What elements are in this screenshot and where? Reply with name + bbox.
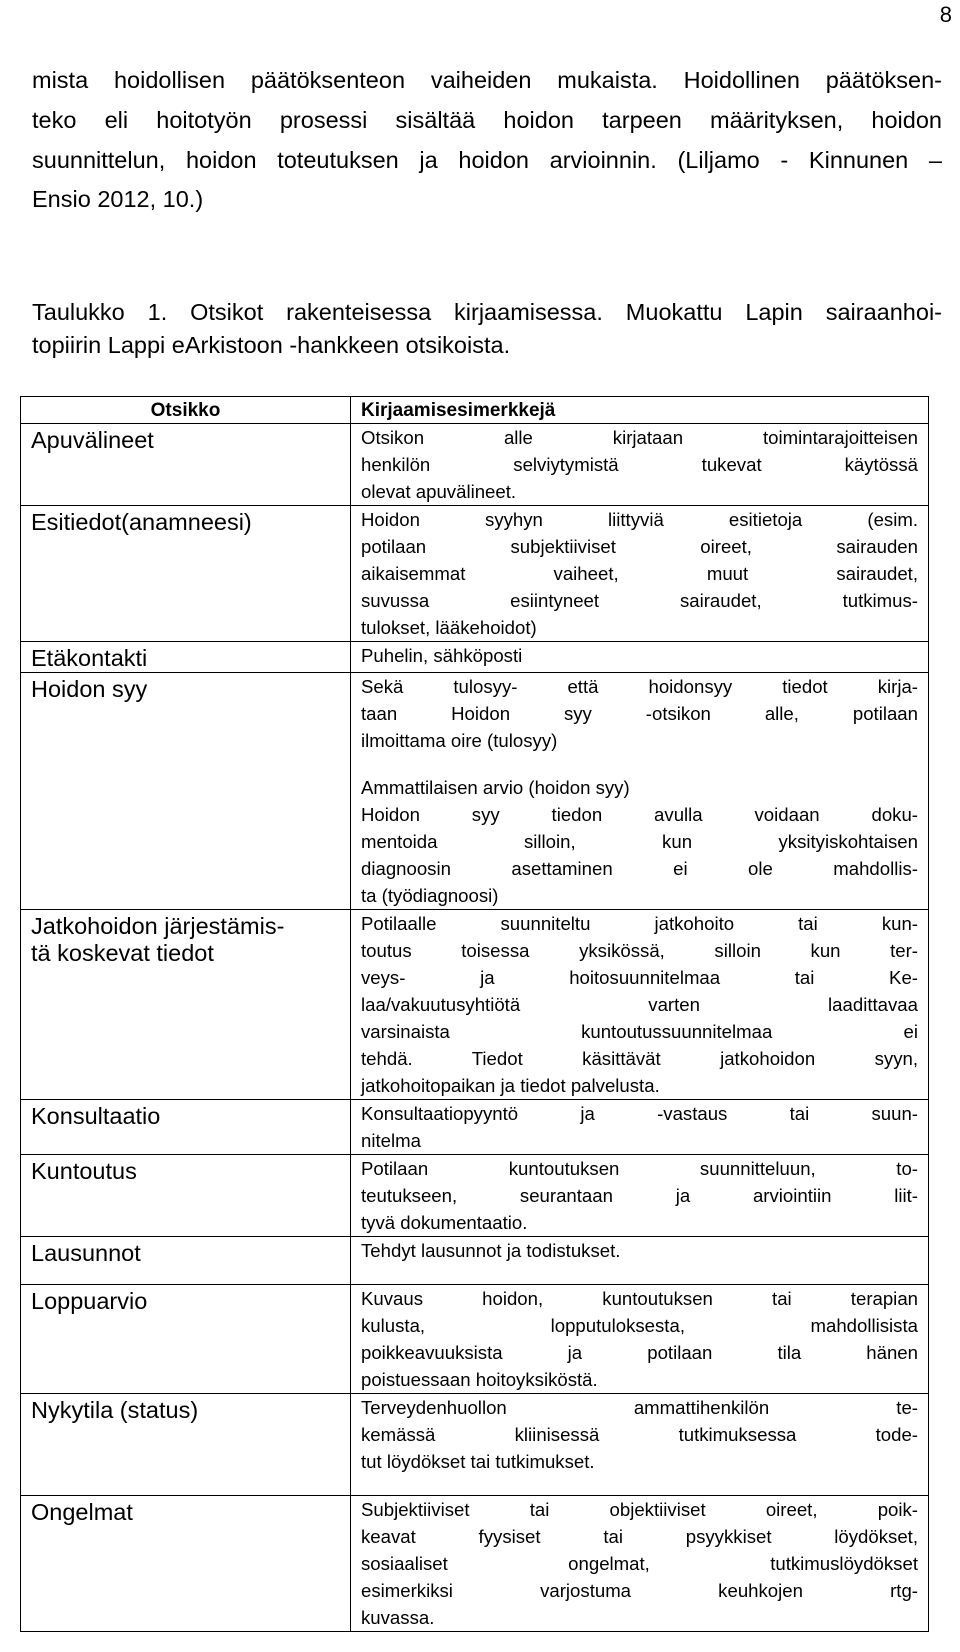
- example-line: taan Hoidon syy -otsikon alle, potilaan: [361, 703, 918, 724]
- example-line: poikkeavuuksista ja potilaan tila hänen: [361, 1342, 918, 1363]
- example-cell: [351, 1496, 929, 1632]
- table-row: [21, 673, 929, 910]
- paragraph-line: teko eli hoitotyön prosessi sisältää hoidon tarpeen määrityksen, hoidon: [32, 106, 942, 133]
- example-line: ta (työdiagnoosi): [361, 885, 499, 906]
- paragraph-line: mista hoidollisen päätöksenteon vaiheiden mukaista. Hoidollinen päätöksen-: [32, 67, 942, 93]
- example-line: Potilaalle suunniteltu jatkohoito tai kun-: [361, 913, 918, 934]
- heading-cell: Loppuarvio: [21, 1285, 351, 1394]
- example-line: kulusta, lopputuloksesta, mahdollisista: [361, 1315, 918, 1336]
- example-line: Puhelin, sähköposti: [361, 645, 523, 666]
- heading-cell: Lausunnot: [21, 1237, 351, 1285]
- column-header-otsikko: Otsikko: [21, 397, 351, 424]
- heading-cell: Konsultaatio: [21, 1100, 351, 1155]
- heading-cell: Ongelmat: [21, 1496, 351, 1632]
- example-line: Kuvaus hoidon, kuntoutuksen tai terapian: [361, 1288, 918, 1309]
- spacer: [361, 1475, 918, 1495]
- example-line: tut löydökset tai tutkimukset.: [361, 1451, 595, 1472]
- table-row: [21, 506, 929, 642]
- example-line: Hoidon syyhyn liittyviä esitietoja (esim.: [361, 509, 918, 530]
- example-line: kuvassa.: [361, 1607, 435, 1628]
- example-cell: [351, 1155, 929, 1237]
- example-line: varsinaista kuntoutussuunnitelmaa ei: [361, 1021, 918, 1042]
- table-row: [21, 1496, 929, 1632]
- example-cell: [351, 1100, 929, 1155]
- table-row: [21, 1237, 929, 1285]
- heading-line: Jatkohoidon järjestämis-: [31, 913, 285, 939]
- caption-line: topiirin Lappi eArkistoon -hankkeen otsikoista.: [32, 332, 511, 358]
- example-line: Sekä tulosyy- että hoidonsyy tiedot kirja-: [361, 676, 918, 697]
- table-row: [21, 1155, 929, 1237]
- example-line: sosiaaliset ongelmat, tutkimuslöydökset: [361, 1553, 918, 1574]
- example-line: diagnoosin asettaminen ei ole mahdollis-: [361, 858, 918, 879]
- spacer: [361, 1264, 918, 1284]
- table-row: [21, 910, 929, 1100]
- example-line: aikaisemmat vaiheet, muut sairaudet,: [361, 563, 918, 584]
- example-line: laa/vakuutusyhtiötä varten laadittavaa: [361, 994, 918, 1015]
- example-line: Konsultaatiopyyntö ja -vastaus tai suun-: [361, 1103, 918, 1124]
- example-line: henkilön selviytymistä tukevat käytössä: [361, 454, 918, 475]
- heading-cell: Kuntoutus: [21, 1155, 351, 1237]
- example-line: olevat apuvälineet.: [361, 481, 517, 502]
- example-cell: [351, 642, 929, 673]
- example-cell: [351, 910, 929, 1100]
- example-line: tulokset, lääkehoidot): [361, 617, 537, 638]
- body-paragraph: [32, 61, 942, 220]
- example-line: suvussa esiintyneet sairaudet, tutkimus-: [361, 590, 918, 611]
- table-header-row: [21, 397, 929, 424]
- example-line: keavat fyysiset tai psyykkiset löydökset,: [361, 1526, 918, 1547]
- heading-cell: [21, 910, 351, 1100]
- table-row: [21, 642, 929, 673]
- example-line: Hoidon syy tiedon avulla voidaan doku-: [361, 804, 918, 825]
- example-line: Otsikon alle kirjataan toimintarajoitteisen: [361, 427, 918, 448]
- example-line: Potilaan kuntoutuksen suunnitteluun, to-: [361, 1158, 918, 1179]
- table-caption: [32, 296, 942, 362]
- example-cell: [351, 506, 929, 642]
- example-line: ilmoittama oire (tulosyy): [361, 730, 558, 751]
- example-line: mentoida silloin, kun yksityiskohtaisen: [361, 831, 918, 852]
- example-line: teutukseen, seurantaan ja arviointiin liit-: [361, 1185, 918, 1206]
- headings-table: [20, 396, 928, 1632]
- example-line: Terveydenhuollon ammattihenkilön te-: [361, 1397, 918, 1418]
- example-line: nitelma: [361, 1130, 421, 1151]
- heading-cell: Nykytila (status): [21, 1394, 351, 1496]
- table-row: [21, 424, 929, 506]
- example-cell: [351, 1394, 929, 1496]
- heading-cell: Etäkontakti: [21, 642, 351, 673]
- heading-cell: Apuvälineet: [21, 424, 351, 506]
- table-row: [21, 1285, 929, 1394]
- table-row: [21, 1100, 929, 1155]
- column-header-kirjaamisesimerkkeja: Kirjaamisesimerkkejä: [351, 397, 929, 424]
- example-line: poistuessaan hoitoyksiköstä.: [361, 1369, 598, 1390]
- table-row: [21, 1394, 929, 1496]
- example-cell: [351, 424, 929, 506]
- heading-cell: Esitiedot(anamneesi): [21, 506, 351, 642]
- page-number: 8: [939, 2, 952, 27]
- heading-cell: Hoidon syy: [21, 673, 351, 910]
- example-line: toutus toisessa yksikössä, silloin kun ter-: [361, 940, 918, 961]
- table: [20, 396, 929, 1632]
- example-line: potilaan subjektiiviset oireet, sairauden: [361, 536, 918, 557]
- example-line: Ammattilaisen arvio (hoidon syy): [361, 777, 630, 798]
- example-line: tehdä. Tiedot käsittävät jatkohoidon syyn,: [361, 1048, 918, 1069]
- caption-line: Taulukko 1. Otsikot rakenteisessa kirjaamisessa. Muokattu Lapin sairaanhoi-: [32, 299, 942, 325]
- example-line: esimerkiksi varjostuma keuhkojen rtg-: [361, 1580, 918, 1601]
- example-cell: [351, 1237, 929, 1285]
- spacer: [361, 754, 918, 774]
- example-cell: [351, 673, 929, 910]
- example-line: veys- ja hoitosuunnitelmaa tai Ke-: [361, 967, 918, 988]
- example-line: Tehdyt lausunnot ja todistukset.: [361, 1240, 621, 1261]
- paragraph-line: Ensio 2012, 10.): [32, 186, 204, 213]
- example-line: Subjektiiviset tai objektiiviset oireet, poik-: [361, 1499, 918, 1520]
- heading-line: tä koskevat tiedot: [31, 940, 214, 966]
- example-cell: [351, 1285, 929, 1394]
- example-line: jatkohoitopaikan ja tiedot palvelusta.: [361, 1075, 660, 1096]
- example-line: tyvä dokumentaatio.: [361, 1212, 528, 1233]
- example-line: kemässä kliinisessä tutkimuksessa tode-: [361, 1424, 918, 1445]
- paragraph-line: suunnittelun, hoidon toteutuksen ja hoidon arvioinnin. (Liljamo - Kinnunen –: [32, 146, 942, 173]
